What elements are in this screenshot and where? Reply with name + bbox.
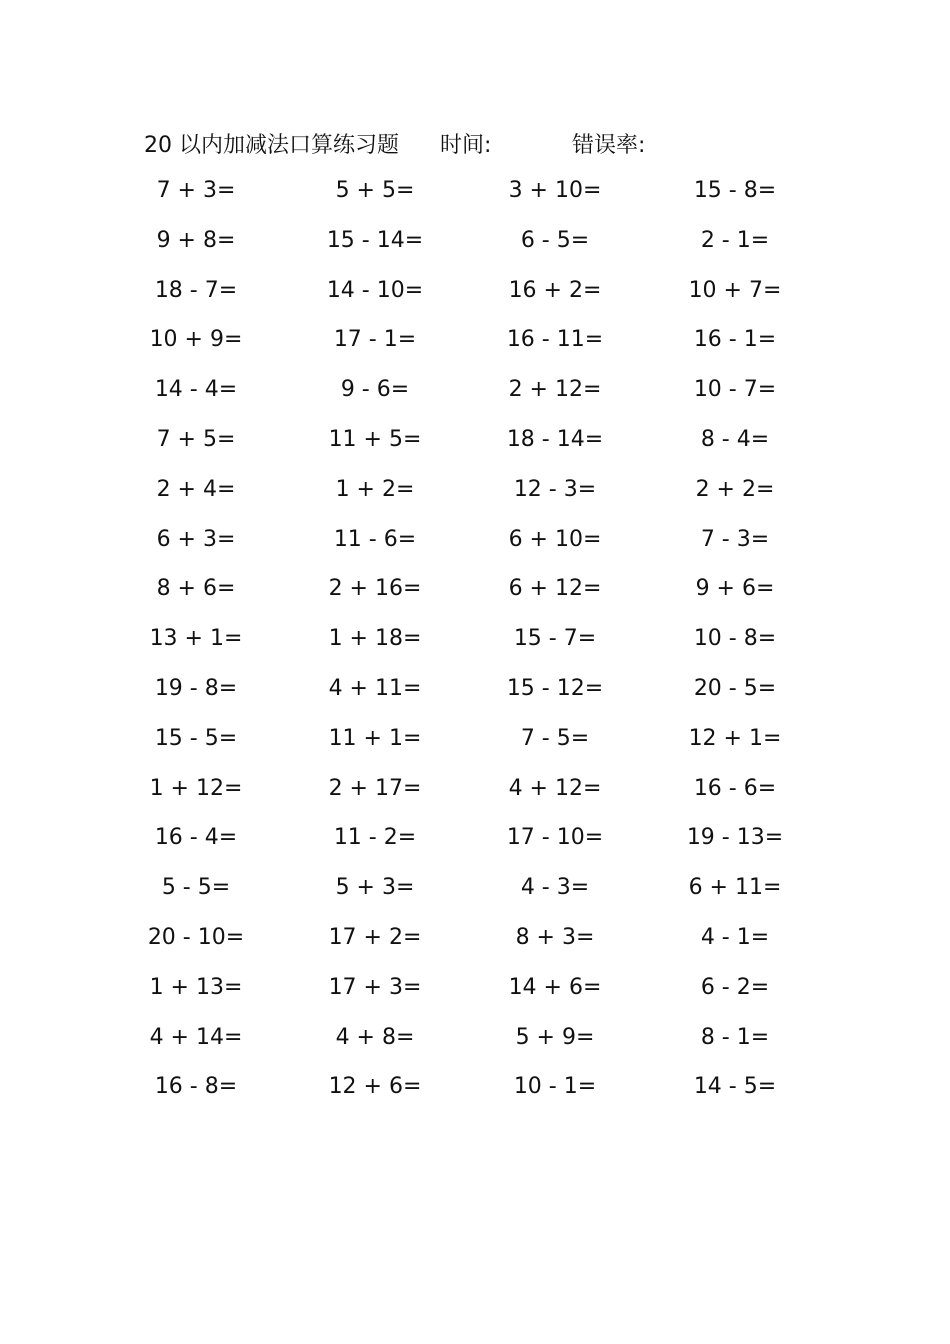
problem-grid [0, 172, 950, 1118]
problem-row [0, 570, 950, 620]
arithmetic-problem: 10 - 1= [513, 1074, 597, 1100]
arithmetic-problem: 15 - 5= [154, 725, 238, 751]
arithmetic-problem: 12 + 6= [328, 1074, 422, 1100]
arithmetic-problem: 2 - 1= [700, 227, 770, 253]
arithmetic-problem: 7 - 5= [520, 725, 590, 751]
arithmetic-problem: 14 - 5= [693, 1074, 777, 1100]
arithmetic-problem: 20 - 5= [693, 675, 777, 701]
arithmetic-problem: 2 + 2= [695, 476, 775, 502]
time-label: 时间: [440, 133, 492, 158]
arithmetic-problem: 11 + 1= [328, 725, 422, 751]
arithmetic-problem: 10 - 8= [693, 626, 777, 652]
arithmetic-problem: 14 - 4= [154, 377, 238, 403]
error-rate-label: 错误率: [572, 133, 646, 158]
arithmetic-problem: 8 - 4= [700, 426, 770, 452]
arithmetic-problem: 3 + 10= [508, 178, 602, 203]
arithmetic-problem: 14 + 6= [508, 974, 602, 1000]
arithmetic-problem: 1 + 13= [149, 974, 243, 1000]
arithmetic-problem: 19 - 13= [686, 825, 784, 851]
worksheet-title: 20 以内加减法口算练习题 [144, 133, 399, 158]
worksheet-header [0, 124, 950, 160]
arithmetic-problem: 9 + 8= [156, 227, 236, 253]
arithmetic-problem: 5 - 5= [161, 875, 231, 901]
problem-row [0, 770, 950, 820]
problem-row [0, 919, 950, 969]
problem-row [0, 819, 950, 869]
arithmetic-problem: 7 - 3= [700, 526, 770, 552]
arithmetic-problem: 2 + 4= [156, 476, 236, 502]
arithmetic-problem: 11 - 2= [333, 825, 417, 851]
arithmetic-problem: 2 + 12= [508, 377, 602, 403]
arithmetic-problem: 6 + 12= [508, 576, 602, 602]
arithmetic-problem: 4 + 14= [149, 1024, 243, 1050]
problem-row [0, 172, 950, 222]
arithmetic-problem: 16 + 2= [508, 277, 602, 303]
arithmetic-problem: 4 + 8= [335, 1024, 415, 1050]
arithmetic-problem: 4 - 3= [520, 875, 590, 901]
arithmetic-problem: 6 - 5= [520, 227, 590, 253]
arithmetic-problem: 17 + 3= [328, 974, 422, 1000]
arithmetic-problem: 20 - 10= [147, 924, 245, 950]
arithmetic-problem: 15 - 14= [326, 227, 424, 253]
arithmetic-problem: 17 - 1= [333, 327, 417, 353]
arithmetic-problem: 10 + 9= [149, 327, 243, 353]
arithmetic-problem: 15 - 12= [506, 675, 604, 701]
arithmetic-problem: 15 - 7= [513, 626, 597, 652]
problem-row [0, 521, 950, 571]
arithmetic-problem: 11 + 5= [328, 426, 422, 452]
arithmetic-problem: 12 - 3= [513, 476, 597, 502]
arithmetic-problem: 8 - 1= [700, 1024, 770, 1050]
arithmetic-problem: 16 - 4= [154, 825, 238, 851]
problem-row [0, 272, 950, 322]
arithmetic-problem: 2 + 17= [328, 775, 422, 801]
arithmetic-problem: 14 - 10= [326, 277, 424, 303]
arithmetic-problem: 16 - 8= [154, 1074, 238, 1100]
arithmetic-problem: 5 + 5= [335, 178, 415, 203]
arithmetic-problem: 7 + 5= [156, 426, 236, 452]
arithmetic-problem: 17 + 2= [328, 924, 422, 950]
problem-row [0, 720, 950, 770]
arithmetic-problem: 6 - 2= [700, 974, 770, 1000]
arithmetic-problem: 6 + 11= [688, 875, 782, 901]
arithmetic-problem: 17 - 10= [506, 825, 604, 851]
problem-row [0, 869, 950, 919]
arithmetic-problem: 1 + 2= [335, 476, 415, 502]
problem-row [0, 1068, 950, 1118]
arithmetic-problem: 1 + 18= [328, 626, 422, 652]
arithmetic-problem: 10 + 7= [688, 277, 782, 303]
arithmetic-problem: 13 + 1= [149, 626, 243, 652]
arithmetic-problem: 2 + 16= [328, 576, 422, 602]
arithmetic-problem: 5 + 3= [335, 875, 415, 901]
problem-row [0, 471, 950, 521]
problem-row [0, 421, 950, 471]
problem-row [0, 620, 950, 670]
arithmetic-problem: 11 - 6= [333, 526, 417, 552]
arithmetic-problem: 15 - 8= [693, 178, 777, 203]
arithmetic-problem: 8 + 6= [156, 576, 236, 602]
arithmetic-problem: 18 - 7= [154, 277, 238, 303]
arithmetic-problem: 1 + 12= [149, 775, 243, 801]
problem-row [0, 969, 950, 1019]
problem-row [0, 321, 950, 371]
arithmetic-problem: 5 + 9= [515, 1024, 595, 1050]
arithmetic-problem: 16 - 1= [693, 327, 777, 353]
arithmetic-problem: 16 - 6= [693, 775, 777, 801]
arithmetic-problem: 16 - 11= [506, 327, 604, 353]
arithmetic-problem: 4 - 1= [700, 924, 770, 950]
arithmetic-problem: 6 + 3= [156, 526, 236, 552]
arithmetic-problem: 4 + 12= [508, 775, 602, 801]
problem-row [0, 670, 950, 720]
arithmetic-problem: 18 - 14= [506, 426, 604, 452]
problem-row [0, 371, 950, 421]
arithmetic-problem: 7 + 3= [156, 178, 236, 203]
problem-row [0, 1019, 950, 1069]
arithmetic-problem: 8 + 3= [515, 924, 595, 950]
arithmetic-problem: 9 - 6= [340, 377, 410, 403]
arithmetic-problem: 12 + 1= [688, 725, 782, 751]
arithmetic-problem: 9 + 6= [695, 576, 775, 602]
problem-row [0, 222, 950, 272]
arithmetic-problem: 10 - 7= [693, 377, 777, 403]
arithmetic-problem: 19 - 8= [154, 675, 238, 701]
arithmetic-problem: 4 + 11= [328, 675, 422, 701]
arithmetic-problem: 6 + 10= [508, 526, 602, 552]
